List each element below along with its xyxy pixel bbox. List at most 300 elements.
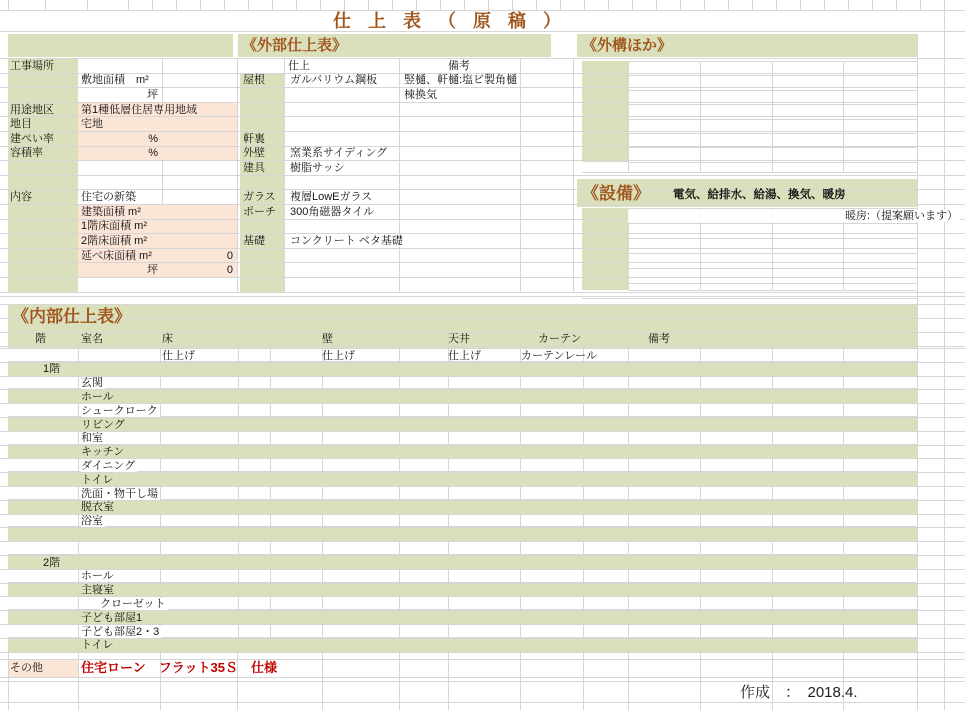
construction-site-label: 工事場所 <box>10 60 54 72</box>
gridline <box>583 431 584 444</box>
gridline <box>656 0 657 10</box>
gridline <box>520 514 521 527</box>
gridline <box>0 417 965 418</box>
gridline <box>78 292 237 293</box>
room-row[interactable] <box>8 431 917 445</box>
gridline <box>843 376 844 389</box>
gridline <box>160 348 161 361</box>
exterior-other-label-column <box>582 61 628 162</box>
gridline <box>238 624 239 637</box>
room-label[interactable]: ホール <box>81 570 114 583</box>
gridline <box>700 569 701 582</box>
gridline <box>628 458 629 471</box>
exterior-row-label: 建具 <box>243 162 265 174</box>
gridline <box>78 624 79 637</box>
col-header-curtain: カーテン <box>538 333 582 345</box>
floor-label[interactable]: 2階 <box>43 556 61 569</box>
gridline <box>284 219 573 220</box>
gridline <box>582 298 917 299</box>
floor-area-ratio-value[interactable]: % <box>148 147 158 159</box>
room-label[interactable]: 脱衣室 <box>81 501 114 514</box>
room-row[interactable] <box>8 583 917 597</box>
gridline <box>160 541 161 554</box>
gridline <box>78 204 237 205</box>
gridline <box>399 431 400 444</box>
gridline <box>583 624 584 637</box>
gridline <box>520 596 521 609</box>
gridline <box>772 403 773 416</box>
gridline <box>800 0 801 10</box>
gridline <box>322 596 323 609</box>
gridline <box>238 486 239 499</box>
exterior-finish-value[interactable]: ガルバリウム鋼板 <box>290 74 378 86</box>
room-label[interactable]: 子ども部屋1 <box>81 611 143 624</box>
gridline <box>399 514 400 527</box>
gridline <box>322 376 323 389</box>
heating-note[interactable]: 暖房:（提案願います） <box>628 210 960 222</box>
room-row[interactable] <box>8 389 917 403</box>
gridline <box>628 486 629 499</box>
gridline <box>87 0 88 10</box>
gridline <box>843 569 844 582</box>
gridline <box>0 348 965 349</box>
room-row[interactable] <box>8 445 917 459</box>
room-row[interactable] <box>8 610 917 624</box>
exterior-row-label: 軒裏 <box>243 133 265 145</box>
gridline <box>399 376 400 389</box>
floor-label[interactable]: 1階 <box>43 363 61 376</box>
gridline <box>270 624 271 637</box>
gridline <box>772 624 773 637</box>
gridline <box>322 486 323 499</box>
gridline <box>700 61 701 172</box>
building-area-label[interactable]: 建築面積 m² <box>81 206 141 218</box>
gridline <box>700 458 701 471</box>
building-coverage-value[interactable]: % <box>148 133 158 145</box>
gridline <box>772 431 773 444</box>
exterior-finish-value[interactable]: 樹脂サッシ <box>290 162 345 174</box>
site-area-label[interactable]: 敷地面積 m² <box>81 74 149 86</box>
gridline <box>448 403 449 416</box>
gridline <box>0 458 965 459</box>
page-title: 仕 上 表 （ 原 稿 ） <box>332 11 567 31</box>
gridline <box>772 458 773 471</box>
col-header-wall: 壁 <box>322 333 333 345</box>
gridline <box>700 541 701 554</box>
loan-spec-note[interactable]: 住宅ローン フラット35Ｓ 仕様 <box>81 660 277 675</box>
gridline <box>628 624 629 637</box>
gridline <box>399 348 400 361</box>
gridline <box>583 376 584 389</box>
gridline <box>512 0 513 10</box>
room-label[interactable]: トイレ <box>81 639 114 652</box>
exterior-finish-value[interactable]: 窯業系サイディング <box>290 147 388 159</box>
room-label[interactable]: 玄関 <box>81 377 103 390</box>
gridline <box>843 514 844 527</box>
gridline <box>0 431 965 432</box>
gridline <box>78 431 79 444</box>
gridline <box>270 596 271 609</box>
gridline <box>78 175 237 176</box>
gridline <box>583 541 584 554</box>
floor-group-row[interactable] <box>8 362 917 376</box>
gridline <box>160 431 161 444</box>
gridline <box>0 332 965 333</box>
gridline <box>399 541 400 554</box>
gridline <box>872 0 873 10</box>
gridline <box>520 458 521 471</box>
gridline <box>238 541 239 554</box>
subheader-floor-finish: 仕上げ <box>162 350 195 362</box>
gridline <box>320 0 321 10</box>
gridline <box>448 486 449 499</box>
gridline <box>160 514 161 527</box>
left-header-band <box>8 34 233 57</box>
gridline <box>322 624 323 637</box>
gridline <box>322 458 323 471</box>
gridline <box>399 569 400 582</box>
gridline <box>583 403 584 416</box>
gridline <box>392 0 393 10</box>
floor-area-ratio-label: 容積率 <box>10 147 43 159</box>
gridline <box>0 58 965 59</box>
gridline <box>843 403 844 416</box>
gridline <box>284 292 573 293</box>
gridline <box>78 376 79 389</box>
gridline <box>160 486 161 499</box>
gridline <box>680 0 681 10</box>
total-tsubo-label[interactable]: 坪 <box>147 264 158 276</box>
gridline <box>0 296 965 297</box>
gridline <box>700 486 701 499</box>
gridline <box>448 541 449 554</box>
exterior-finish-value[interactable]: コンクリート ベタ基礎 <box>290 235 403 247</box>
equipment-heading: 《設備》 <box>582 184 650 203</box>
gridline <box>843 596 844 609</box>
gridline <box>704 0 705 10</box>
gridline <box>448 596 449 609</box>
gridline <box>448 458 449 471</box>
room-row[interactable] <box>8 514 917 528</box>
exterior-row-label: ガラス <box>243 191 276 203</box>
room-label[interactable]: ダイニング <box>81 459 136 472</box>
gridline <box>700 514 701 527</box>
gridline <box>78 541 79 554</box>
room-row[interactable] <box>8 624 917 638</box>
gridline <box>772 569 773 582</box>
gridline <box>0 527 965 528</box>
room-row[interactable] <box>8 638 917 652</box>
gridline <box>78 102 237 103</box>
building-coverage-label: 建ぺい率 <box>10 133 54 145</box>
room-label[interactable]: ホール <box>81 390 114 403</box>
gridline <box>944 0 945 10</box>
gridline <box>78 596 79 609</box>
room-label[interactable]: シュークローク <box>81 404 158 417</box>
gridline <box>583 596 584 609</box>
land-category-value[interactable]: 宅地 <box>81 118 103 130</box>
gridline <box>700 596 701 609</box>
gridline <box>399 624 400 637</box>
gridline <box>440 0 441 10</box>
room-row[interactable] <box>8 596 917 610</box>
gridline <box>78 458 79 471</box>
gridline <box>224 0 225 10</box>
gridline <box>238 431 239 444</box>
gridline <box>284 204 573 205</box>
gridline <box>772 596 773 609</box>
gridline <box>464 0 465 10</box>
room-label[interactable]: 子ども部屋2・3 <box>81 625 160 638</box>
gridline <box>628 61 629 172</box>
gridline <box>78 160 237 161</box>
gridline <box>700 431 701 444</box>
gridline <box>896 0 897 10</box>
gridline <box>322 431 323 444</box>
room-label[interactable]: 主寝室 <box>81 584 114 597</box>
gridline <box>520 403 521 416</box>
room-label[interactable]: 洗面・物干し場 <box>81 487 158 500</box>
room-row[interactable] <box>8 376 917 390</box>
exterior-row-label: 基礎 <box>243 235 265 247</box>
gridline <box>270 458 271 471</box>
gridline <box>0 318 965 319</box>
gridline <box>78 514 79 527</box>
gridline <box>0 569 965 570</box>
gridline <box>284 262 573 263</box>
land-category-label: 地目 <box>10 118 32 130</box>
content-label: 内容 <box>10 191 32 203</box>
exterior-heading: 《外部仕上表》 <box>242 37 348 54</box>
gridline <box>520 624 521 637</box>
gridline <box>248 0 249 10</box>
room-label[interactable]: リビング <box>81 418 125 431</box>
gridline <box>448 376 449 389</box>
gridline <box>0 304 965 305</box>
subheader-curtain: カーテンレール <box>521 350 597 362</box>
exterior-row-label: ポーチ <box>243 206 276 218</box>
gridline <box>284 102 573 103</box>
site-tsubo-label[interactable]: 坪 <box>147 89 158 101</box>
gridline <box>488 0 489 10</box>
gridline <box>628 541 629 554</box>
gridline <box>772 348 773 361</box>
content-value[interactable]: 住宅の新築 <box>81 191 136 203</box>
gridline <box>270 541 271 554</box>
gridline <box>628 376 629 389</box>
floor1-area-label[interactable]: 1階床面積 m² <box>81 220 147 232</box>
exterior-finish-value[interactable]: 複層LowEガラス <box>290 191 373 203</box>
gridline <box>0 445 965 446</box>
gridline <box>399 458 400 471</box>
gridline <box>772 541 773 554</box>
gridline <box>628 348 629 361</box>
room-label[interactable]: トイレ <box>81 473 114 486</box>
gridline <box>0 677 965 678</box>
gridline <box>78 569 79 582</box>
gridline <box>238 596 239 609</box>
gridline <box>700 624 701 637</box>
room-label[interactable]: クローゼット <box>100 597 166 610</box>
gridline <box>238 458 239 471</box>
gridline <box>322 569 323 582</box>
gridline <box>270 376 271 389</box>
gridline <box>628 403 629 416</box>
gridline <box>0 514 965 515</box>
gridline <box>399 596 400 609</box>
gridline <box>0 362 965 363</box>
gridline <box>843 431 844 444</box>
exterior-row-label: 屋根 <box>243 74 265 86</box>
gridline <box>628 290 917 291</box>
gridline <box>200 0 201 10</box>
gridline <box>843 348 844 361</box>
col-header-floor-finish: 床 <box>162 333 173 345</box>
gridline <box>448 431 449 444</box>
gridline <box>322 403 323 416</box>
gridline <box>0 610 965 611</box>
gridline <box>8 0 9 10</box>
gridline <box>0 638 965 639</box>
gridline <box>920 0 921 10</box>
gridline <box>284 58 285 292</box>
gridline <box>582 172 917 173</box>
gridline <box>628 431 629 444</box>
gridline <box>284 175 573 176</box>
exterior-row-label: 外壁 <box>243 147 265 159</box>
exterior-remarks-value[interactable]: 棟換気 <box>404 89 437 101</box>
gridline <box>162 58 163 102</box>
gridline <box>776 0 777 10</box>
gridline <box>399 403 400 416</box>
gridline <box>0 31 965 32</box>
room-row[interactable] <box>8 486 917 500</box>
gridline <box>160 403 161 416</box>
subheader-wall: 仕上げ <box>322 350 355 362</box>
gridline <box>0 500 965 501</box>
gridline <box>238 376 239 389</box>
exterior-finish-header: 仕上 <box>288 60 310 72</box>
subheader-ceiling: 仕上げ <box>448 350 481 362</box>
floor2-area-label[interactable]: 2階床面積 m² <box>81 235 147 247</box>
gridline <box>238 348 239 361</box>
gridline <box>270 348 271 361</box>
gridline <box>0 583 965 584</box>
gridline <box>536 0 537 10</box>
gridline <box>284 248 573 249</box>
floor-group-row[interactable] <box>8 555 917 569</box>
gridline <box>583 458 584 471</box>
gridline <box>520 376 521 389</box>
gridline <box>843 61 844 172</box>
gridline <box>824 0 825 10</box>
exterior-finish-value[interactable]: 300角磁器タイル <box>290 206 375 218</box>
gridline <box>152 0 153 10</box>
gridline <box>772 61 773 172</box>
gridline <box>520 541 521 554</box>
gridline <box>0 555 965 556</box>
gridline <box>520 431 521 444</box>
total-floor-area-label[interactable]: 延べ床面積 m² <box>81 250 152 262</box>
gridline <box>284 277 573 278</box>
gridline <box>628 596 629 609</box>
gridline <box>728 0 729 10</box>
interior-heading: 《内部仕上表》 <box>12 307 131 326</box>
gridline <box>917 61 918 172</box>
gridline <box>399 58 400 292</box>
gridline <box>128 0 129 10</box>
gridline <box>584 0 585 10</box>
gridline <box>0 652 965 653</box>
room-row[interactable] <box>8 417 917 431</box>
col-header-ceiling: 天井 <box>448 333 470 345</box>
room-row[interactable] <box>8 569 917 583</box>
gridline <box>78 486 79 499</box>
gridline <box>632 0 633 10</box>
gridline <box>520 486 521 499</box>
gridline <box>78 277 237 278</box>
gridline <box>45 0 46 10</box>
total-tsubo-value[interactable]: 0 <box>226 264 233 276</box>
gridline <box>284 116 573 117</box>
gridline <box>0 486 965 487</box>
exterior-remarks-value[interactable]: 竪樋、軒樋:塩ビ製角樋 <box>404 74 518 86</box>
gridline <box>0 596 965 597</box>
created-date[interactable]: 作成 ： 2018.4. <box>740 684 858 701</box>
empty-row[interactable] <box>8 527 917 541</box>
gridline <box>284 131 573 132</box>
gridline <box>0 389 965 390</box>
gridline <box>344 0 345 10</box>
gridline <box>78 348 79 361</box>
gridline <box>752 0 753 10</box>
room-row[interactable] <box>8 403 917 417</box>
gridline <box>583 486 584 499</box>
total-floor-area-value[interactable]: 0 <box>226 250 233 262</box>
gridline <box>270 569 271 582</box>
room-label[interactable]: キッチン <box>81 446 125 459</box>
room-row[interactable] <box>8 500 917 514</box>
room-row[interactable] <box>8 472 917 486</box>
gridline <box>0 376 965 377</box>
exterior-other-heading: 《外構ほか》 <box>582 37 673 54</box>
gridline <box>160 458 161 471</box>
empty-row[interactable] <box>8 541 917 555</box>
gridline <box>296 0 297 10</box>
room-label[interactable]: 和室 <box>81 432 103 445</box>
gridline <box>160 569 161 582</box>
gridline <box>238 514 239 527</box>
room-row[interactable] <box>8 458 917 472</box>
gridline <box>322 514 323 527</box>
gridline <box>448 569 449 582</box>
gridline <box>160 376 161 389</box>
gridline <box>0 624 965 625</box>
zoning-value[interactable]: 第1種低層住居専用地域 <box>81 104 198 116</box>
gridline <box>520 58 521 292</box>
gridline <box>772 376 773 389</box>
gridline <box>772 486 773 499</box>
gridline <box>0 472 965 473</box>
room-label[interactable]: 浴室 <box>81 515 103 528</box>
gridline <box>0 403 965 404</box>
col-header-remarks: 備考 <box>648 333 670 345</box>
gridline <box>573 58 574 292</box>
gridline <box>270 431 271 444</box>
gridline <box>176 0 177 10</box>
gridline <box>848 0 849 10</box>
gridline <box>700 376 701 389</box>
